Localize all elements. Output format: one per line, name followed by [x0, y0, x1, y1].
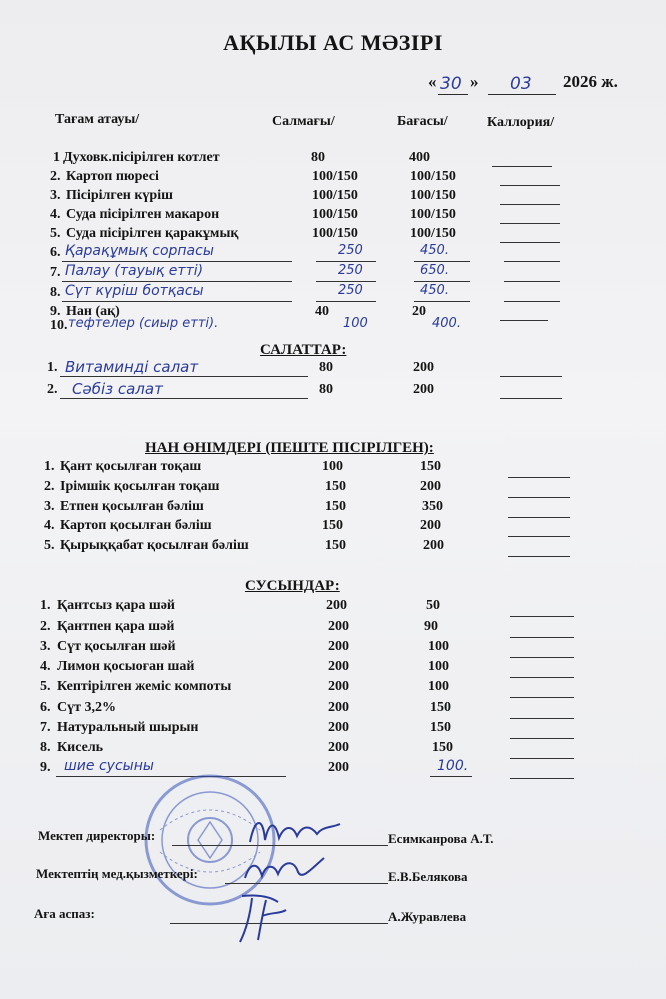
bakery-item-price: 200	[423, 538, 444, 553]
drink-item-weight: 200	[328, 639, 349, 654]
main-item-number: 1	[53, 150, 60, 165]
main-item-name: Духовк.пісірілген котлет	[63, 150, 220, 165]
bakery-item-price: 200	[420, 479, 441, 494]
col-calories-header: Каллория/	[487, 115, 555, 130]
salad-item-calories-blank	[500, 376, 562, 377]
bakery-item-number: 5.	[44, 538, 55, 553]
main-item-calories-blank	[500, 185, 560, 186]
director-signature	[245, 812, 345, 852]
drink-item-name: Сүт 3,2%	[57, 700, 116, 715]
date-month: 03	[510, 74, 532, 94]
bakery-item-name: Картоп қосылған бәліш	[60, 518, 212, 533]
main-item-weight: 250	[338, 283, 363, 298]
drink-item-price: 100	[428, 679, 449, 694]
date-day: 30	[440, 74, 462, 94]
salad-item-name: Витаминді салат	[65, 358, 199, 376]
signature-role: Мектептің мед.қызметкері:	[36, 866, 198, 881]
bakery-item-price: 350	[422, 499, 443, 514]
bakery-item-number: 1.	[44, 459, 55, 474]
date-open-quote: «	[428, 72, 437, 91]
salad-item-weight: 80	[319, 382, 333, 397]
signature-person: Есимканрова А.Т.	[388, 831, 494, 846]
main-item-calories-blank	[500, 242, 560, 243]
main-item-price: 20	[412, 304, 426, 319]
drink-item-weight: 200	[328, 679, 349, 694]
drink-item-weight: 200	[328, 700, 349, 715]
main-item-calories-blank	[504, 281, 560, 282]
drink-item-price-line	[430, 776, 472, 777]
main-item-price-line	[414, 301, 470, 302]
drink-item-weight: 200	[328, 740, 349, 755]
main-item-price: 450.	[420, 243, 449, 258]
drink-item-number: 3.	[40, 639, 51, 654]
main-item-weight: 100/150	[312, 188, 358, 203]
bakery-item-weight: 150	[325, 499, 346, 514]
main-item-calories-blank	[504, 261, 560, 262]
salad-item-number: 2.	[47, 382, 58, 397]
bakery-item-calories-blank	[508, 477, 570, 478]
bakery-item-weight: 150	[325, 538, 346, 553]
main-item-name: тефтелер (сиыр етті).	[68, 316, 219, 331]
drink-item-price: 150	[430, 700, 451, 715]
salads-heading: САЛАТТАР:	[260, 342, 347, 358]
main-item-name: Пісірілген күріш	[66, 188, 173, 203]
main-item-number: 4.	[50, 207, 61, 222]
drink-item-calories-blank	[510, 718, 574, 719]
main-item-weight-line	[316, 261, 376, 262]
drink-item-weight: 200	[328, 720, 349, 735]
main-item-number: 3.	[50, 188, 61, 203]
bakery-item-calories-blank	[508, 556, 570, 557]
drink-item-calories-blank	[510, 677, 574, 678]
drink-item-number: 5.	[40, 679, 51, 694]
drink-item-price: 100	[428, 659, 449, 674]
main-item-calories-blank	[500, 320, 548, 321]
drink-item-number: 2.	[40, 619, 51, 634]
document-title: АҚЫЛЫ АС МӘЗІРІ	[223, 30, 443, 55]
main-item-weight: 80	[311, 150, 325, 165]
main-item-name-line	[62, 301, 292, 302]
salad-item-price: 200	[413, 382, 434, 397]
drink-item-price: 100	[428, 639, 449, 654]
main-item-number: 5.	[50, 226, 61, 241]
drink-item-name: Қантсыз қара шәй	[57, 598, 175, 613]
main-item-weight: 100/150	[312, 207, 358, 222]
main-item-weight: 100	[343, 316, 368, 331]
signature-person: А.Журавлева	[388, 909, 467, 924]
bakery-item-number: 3.	[44, 499, 55, 514]
main-item-price-line	[414, 281, 470, 282]
bakery-item-calories-blank	[508, 517, 570, 518]
salad-item-name-line	[60, 376, 308, 377]
main-item-number: 9.	[50, 304, 61, 319]
col-name-header: Тағам атауы/	[55, 112, 140, 127]
drink-item-price: 150	[432, 740, 453, 755]
bakery-item-name: Етпен қосылған бәліш	[60, 499, 204, 514]
main-item-price: 400	[409, 150, 430, 165]
main-item-name-line	[62, 261, 292, 262]
signature-person: Е.В.Белякова	[388, 869, 468, 884]
main-item-price: 450.	[420, 283, 449, 298]
main-item-weight: 40	[315, 304, 329, 319]
main-item-name: Сүт күріш ботқасы	[65, 283, 204, 299]
signature-role: Аға аспаз:	[34, 906, 95, 921]
signature-role: Мектеп директоры:	[38, 828, 156, 843]
drink-item-price: 100.	[437, 758, 469, 774]
drink-item-weight: 200	[328, 619, 349, 634]
bakery-item-name: Қант қосылған тоқаш	[60, 459, 202, 474]
drink-item-weight: 200	[326, 598, 347, 613]
main-item-number: 7.	[50, 265, 61, 280]
chef-signature	[232, 886, 292, 946]
date-close-quote: »	[470, 72, 479, 91]
salad-item-name: Сәбіз салат	[72, 380, 163, 398]
main-item-number: 6.	[50, 245, 61, 260]
drink-item-name: Натуральный шырын	[57, 720, 199, 735]
bakery-item-number: 2.	[44, 479, 55, 494]
col-weight-header: Салмағы/	[272, 114, 335, 129]
drink-item-calories-blank	[510, 697, 574, 698]
drink-item-number: 8.	[40, 740, 51, 755]
main-item-calories-blank	[492, 166, 552, 167]
main-item-weight: 250	[338, 263, 363, 278]
drink-item-price: 90	[424, 619, 438, 634]
drink-item-calories-blank	[510, 758, 574, 759]
drink-item-calories-blank	[510, 657, 574, 658]
salad-item-weight: 80	[319, 360, 333, 375]
main-item-weight: 100/150	[312, 226, 358, 241]
bakery-item-weight: 150	[322, 518, 343, 533]
date-year: 2026 ж.	[563, 72, 618, 91]
col-price-header: Бағасы/	[397, 114, 448, 129]
main-item-calories-blank	[500, 204, 560, 205]
main-item-price: 100/150	[410, 188, 456, 203]
main-item-name: Суда пісірілген қаракұмық	[66, 226, 239, 241]
bakery-item-calories-blank	[508, 536, 570, 537]
drink-item-calories-blank	[510, 616, 574, 617]
drink-item-calories-blank	[510, 778, 574, 779]
medic-signature	[240, 850, 330, 890]
main-item-weight-line	[316, 301, 376, 302]
drink-item-weight: 200	[328, 760, 349, 775]
main-item-name-line	[62, 281, 292, 282]
drink-item-name: шие сусыны	[64, 758, 154, 774]
main-item-name: Суда пісірілген макарон	[66, 207, 220, 222]
salad-item-number: 1.	[47, 360, 58, 375]
main-item-name: Картоп пюресі	[66, 169, 159, 184]
bakery-item-number: 4.	[44, 518, 55, 533]
main-item-number: 8.	[50, 285, 61, 300]
drink-item-number: 7.	[40, 720, 51, 735]
drink-item-weight: 200	[328, 659, 349, 674]
bakery-item-price: 200	[420, 518, 441, 533]
drink-item-number: 1.	[40, 598, 51, 613]
drink-item-calories-blank	[510, 637, 574, 638]
main-item-calories-blank	[504, 301, 560, 302]
drink-item-name: Қантпен қара шәй	[57, 619, 175, 634]
main-item-number: 2.	[50, 169, 61, 184]
main-item-price: 100/150	[410, 207, 456, 222]
main-item-name: Қарақұмық сорпасы	[65, 243, 214, 259]
drink-item-number: 9.	[40, 760, 51, 775]
main-item-price: 100/150	[410, 226, 456, 241]
main-item-calories-blank	[500, 223, 560, 224]
bakery-item-name: Ірімшік қосылған тоқаш	[60, 479, 220, 494]
drink-item-price: 150	[430, 720, 451, 735]
bakery-item-name: Қырыққабат қосылған бәліш	[60, 538, 249, 553]
main-item-weight: 250	[338, 243, 363, 258]
date-day-line	[438, 94, 468, 95]
drinks-heading: СУСЫНДАР:	[245, 578, 340, 594]
main-item-price: 100/150	[410, 169, 456, 184]
salad-item-calories-blank	[500, 398, 562, 399]
drink-item-name: Сүт қосылған шәй	[57, 639, 176, 654]
main-item-price: 400.	[432, 316, 461, 331]
drink-item-number: 4.	[40, 659, 51, 674]
main-item-weight-line	[316, 281, 376, 282]
drink-item-name: Лимон қосыоған шай	[57, 659, 195, 674]
main-item-price: 650.	[420, 263, 449, 278]
main-item-price-line	[414, 261, 470, 262]
bakery-item-weight: 150	[325, 479, 346, 494]
salad-item-name-line	[60, 398, 308, 399]
drink-item-name: Кептірілген жеміс компоты	[57, 679, 232, 694]
main-item-number: 10.	[50, 318, 68, 333]
drink-item-calories-blank	[510, 738, 574, 739]
drink-item-price: 50	[426, 598, 440, 613]
salad-item-price: 200	[413, 360, 434, 375]
bakery-item-price: 150	[420, 459, 441, 474]
main-item-name: Палау (тауық етті)	[65, 263, 204, 279]
main-item-weight: 100/150	[312, 169, 358, 184]
bakery-item-weight: 100	[322, 459, 343, 474]
bakery-item-calories-blank	[508, 497, 570, 498]
date-month-line	[488, 94, 556, 95]
bakery-heading: НАН ӨНІМДЕРІ (ПЕШТЕ ПІСІРІЛГЕН):	[145, 440, 434, 456]
drink-item-name: Кисель	[57, 740, 104, 755]
drink-item-number: 6.	[40, 700, 51, 715]
main-item-name: Нан (ақ)	[66, 304, 120, 319]
